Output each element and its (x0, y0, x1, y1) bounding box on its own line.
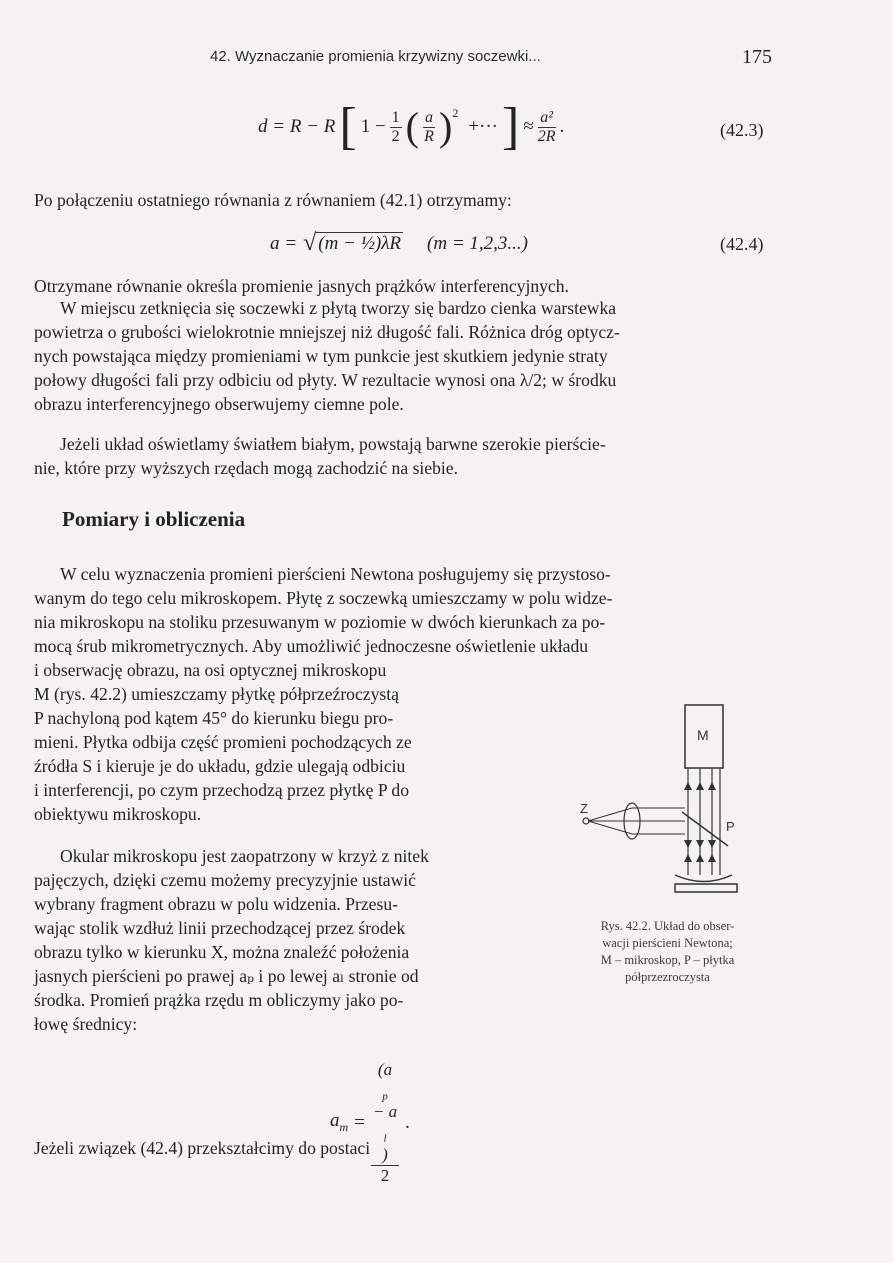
text-line: środka. Promień prążka rzędu m obliczymy jako po- (34, 990, 404, 1010)
eq-am-num-mid: − a (372, 1102, 398, 1122)
text-line: mieni. Płytka odbija część promieni pochodzących ze (34, 732, 412, 752)
text-line: M (rys. 42.2) umieszczamy płytkę półprzeźroczystą (34, 684, 399, 704)
eq-am-num-a: (a (377, 1060, 393, 1079)
eq-am-sub-p: p (382, 1090, 388, 1103)
caption-line: Rys. 42.2. Układ do obser- (600, 919, 735, 933)
figure-caption (575, 918, 760, 986)
label-z: Z (580, 801, 588, 816)
text-line: Jeżeli układ oświetlamy światłem białym, powstają barwne szerokie pierście- (60, 434, 606, 454)
eq-42-3-a-over-r (423, 109, 435, 146)
eq-42-3-rhs (538, 109, 556, 146)
caption-line: półprzezroczysta (625, 970, 710, 984)
arrow-up-icon (684, 854, 716, 862)
eq-am-end: . (405, 1111, 410, 1133)
equation-42-3 (258, 92, 564, 162)
eq-am-fraction (371, 1060, 399, 1186)
arrow-down-icon (684, 840, 716, 848)
eq-42-3-r: R (424, 127, 434, 145)
eq-42-3-rhs-num: a² (538, 109, 556, 128)
paragraph-7: Jeżeli związek (42.4) przekształcimy do postaci (34, 1138, 371, 1158)
text-line: nia mikroskopu na stoliku przesuwanym w poziomie w dwóch kierunkach za po- (34, 612, 606, 632)
text-line: obrazu interferencyjnego obserwujemy ciemne pole. (34, 394, 404, 414)
eq-42-3-lhs: d = R − R (258, 116, 336, 137)
text-line: połowy długości fali przy odbiciu od płyty. W rezultacie wynosi ona λ/2; w środku (34, 370, 617, 390)
equation-number-42-4: (42.4) (720, 234, 764, 254)
eq-42-3-bracket-left: [ (339, 98, 357, 155)
equation-number-42-3: (42.3) (720, 120, 764, 140)
text-line: wanym do tego celu mikroskopem. Płytę z soczewką umieszczamy w polu widze- (34, 588, 613, 608)
equation-am (330, 1060, 410, 1186)
paragraph-3 (34, 296, 784, 416)
text-line: Okular mikroskopu jest zaopatrzony w krzyż z nitek (60, 846, 429, 866)
label-m: M (697, 727, 709, 743)
eq-42-3-power: 2 (452, 105, 459, 120)
eq-42-3-half (390, 109, 402, 146)
text-line: W celu wyznaczenia promieni pierścieni Newtona posługujemy się przystoso- (60, 564, 611, 584)
paragraph-6 (34, 844, 530, 1036)
eq-42-3-one-minus: 1 − (360, 116, 386, 137)
caption-line: M – mikroskop, P – płytka (600, 953, 735, 967)
running-header: 42. Wyznaczanie promienia krzywizny soczewki... (210, 48, 541, 65)
text-line: W miejscu zetknięcia się soczewki z płytą tworzy się bardzo cienka warstewka (60, 298, 617, 318)
text-line: łowę średnicy: (34, 1014, 138, 1034)
text-line: źródła S i kieruje je do układu, gdzie ulegają odbiciu (34, 756, 406, 776)
eq-am-lhs-a: a (330, 1110, 340, 1132)
eq-42-4-condition: (m = 1,2,3...) (427, 232, 528, 254)
text-line: P nachyloną pod kątem 45° do kierunku biegu pro- (34, 708, 394, 728)
paragraph-5-narrow (34, 658, 530, 826)
glass-plate (675, 884, 737, 892)
eq-am-num-end: ) (382, 1144, 388, 1164)
paragraph-4 (34, 432, 784, 480)
eq-42-3-end: . (559, 116, 565, 137)
text-line: i obserwację obrazu, na osi optycznej mikroskopu (34, 660, 387, 680)
eq-42-3-a: a (424, 108, 433, 126)
eq-42-3-tail: +··· (468, 116, 499, 137)
eq-42-4-root (303, 230, 403, 257)
objective-lens (675, 875, 732, 882)
eq-42-3-paren-left: ( (405, 104, 419, 149)
text-line: wając stolik wzdłuż linii przechodzącej przez środek (34, 918, 406, 938)
label-p: P (726, 819, 735, 834)
figure-42-2-diagram (570, 700, 750, 900)
eq-am-num (371, 1060, 399, 1166)
eq-42-3-half-den: 2 (391, 127, 400, 145)
eq-am-den: 2 (380, 1165, 390, 1185)
eq-42-4-lhs: a = (270, 232, 298, 254)
eq-42-3-approx: ≈ (523, 116, 534, 137)
text-line: pajęczych, dzięki czemu możemy precyzyjnie ustawić (34, 870, 416, 890)
sqrt-symbol-icon: √ (303, 230, 317, 256)
text-line: i interferencji, po czym przechodzą przez płytkę P do (34, 780, 410, 800)
source-rays (588, 808, 685, 834)
eq-42-4-radicand: (m − ½)λR (318, 233, 402, 254)
equation-42-4 (270, 230, 528, 257)
eq-42-3-paren-right: ) (438, 104, 453, 149)
eq-am-equals: = (354, 1111, 365, 1133)
text-line: jasnych pierścieni po prawej aₚ i po lewej aₗ stronie od (34, 966, 419, 986)
arrow-up-icon (684, 782, 716, 790)
text-line: nie, które przy wyższych rzędach mogą zachodzić na siebie. (34, 458, 459, 478)
paragraph-2: Otrzymane równanie określa promienie jasnych prążków interferencyjnych. (34, 276, 569, 296)
page-number: 175 (742, 46, 772, 68)
text-line: obiektywu mikroskopu. (34, 804, 202, 824)
text-line: mocą śrub mikrometrycznych. Aby umożliwić jednoczesne oświetlenie układu (34, 636, 589, 656)
text-line: powietrza o grubości wielokrotnie mniejszej niż długość fali. Różnica dróg optycz- (34, 322, 620, 342)
text-line: obrazu tylko w kierunku X, można znaleźć położenia (34, 942, 410, 962)
eq-am-sub-l: l (383, 1132, 387, 1145)
eq-am-lhs (330, 1110, 348, 1135)
text-line: nych powstająca między promieniami w tym punkcie jest skutkiem jedynie straty (34, 346, 608, 366)
eq-42-3-half-num: 1 (391, 108, 400, 126)
caption-line: wacji pierścieni Newtona; (602, 936, 733, 950)
paragraph-1: Po połączeniu ostatniego równania z równaniem (42.1) otrzymamy: (34, 190, 512, 210)
eq-am-lhs-sub: m (339, 1120, 349, 1135)
paragraph-5-full (34, 562, 784, 658)
section-title: Pomiary i obliczenia (62, 507, 246, 531)
text-line: wybrany fragment obrazu w polu widzenia. Przesu- (34, 894, 398, 914)
eq-42-3-rhs-den: 2R (537, 127, 556, 145)
eq-42-3-bracket-right: ] (502, 98, 520, 155)
